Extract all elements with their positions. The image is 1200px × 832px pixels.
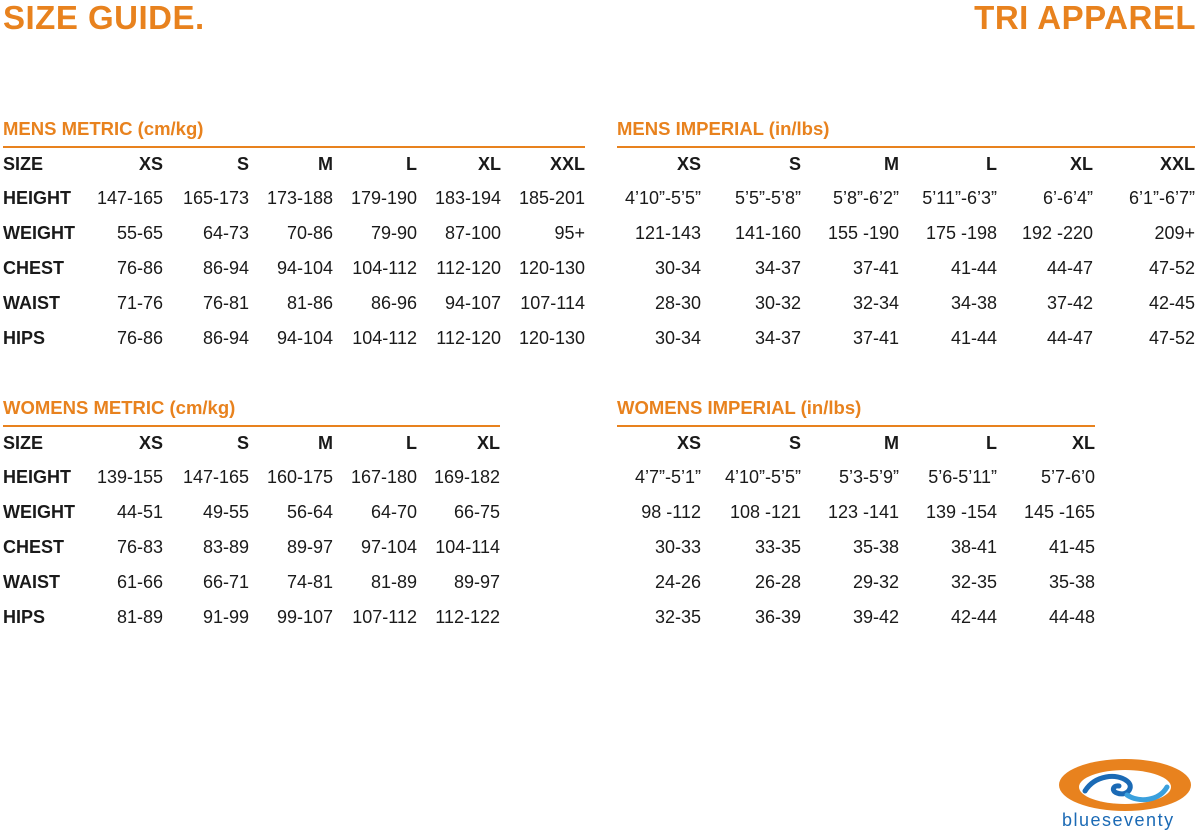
table-cell: 36-39 (754, 607, 801, 627)
table-cell: 83-89 (202, 537, 249, 557)
table-row (617, 530, 1095, 565)
table-cell: 120-130 (518, 328, 585, 348)
table-cell: 44-47 (1046, 328, 1093, 348)
table-cell: 64-70 (370, 502, 417, 522)
table-cell: 56-64 (286, 502, 333, 522)
table-cell: 108 -121 (729, 502, 801, 522)
table-row (617, 181, 1195, 216)
table-cell: 104-112 (352, 328, 417, 348)
header-cell: S (788, 154, 801, 174)
table-cell: 5’6-5’11” (928, 467, 997, 487)
table-cell: 5’3-5’9” (838, 467, 899, 487)
table-cell: 192 -220 (1021, 223, 1093, 243)
table-cell: 89-97 (286, 537, 333, 557)
header-cell: M (884, 154, 899, 174)
table-cell: 91-99 (202, 607, 249, 627)
table-cell: 167-180 (350, 467, 417, 487)
row-label: WAIST (3, 293, 60, 313)
header-cell: M (318, 433, 333, 453)
table-cell: 165-173 (182, 188, 249, 208)
table-cell: 6’-6’4” (1042, 188, 1093, 208)
row-label: CHEST (3, 258, 65, 278)
header-cell: XS (138, 154, 163, 174)
section-title: WOMENS METRIC (cm/kg) (3, 397, 236, 418)
header-cell: XS (676, 433, 701, 453)
table-row (617, 321, 1195, 356)
table-cell: 32-34 (852, 293, 899, 313)
table-cell: 66-71 (202, 572, 249, 592)
header-cell: L (406, 433, 417, 453)
table-cell: 98 -112 (641, 502, 701, 522)
table-cell: 44-51 (116, 502, 163, 522)
table-cell: 42-44 (950, 607, 997, 627)
table-cell: 5’8”-6’2” (832, 188, 899, 208)
header-cell: L (406, 154, 417, 174)
size-table (617, 427, 1095, 635)
table-cell: 28-30 (654, 293, 701, 313)
table-cell: 34-37 (754, 328, 801, 348)
row-label: WEIGHT (3, 223, 75, 243)
table-cell: 139-155 (96, 467, 163, 487)
table-row (617, 251, 1195, 286)
row-label: HEIGHT (3, 188, 72, 208)
table-cell: 47-52 (1148, 258, 1195, 278)
table-cell: 35-38 (1048, 572, 1095, 592)
table-row (617, 286, 1195, 321)
table-header-row (3, 427, 500, 460)
size-table (617, 148, 1195, 356)
table-row (617, 565, 1095, 600)
table-cell: 26-28 (754, 572, 801, 592)
header-cell: XS (676, 154, 701, 174)
table-cell: 30-34 (654, 328, 701, 348)
table-cell: 94-107 (444, 293, 501, 313)
header-cell: S (236, 154, 249, 174)
table-cell: 97-104 (360, 537, 417, 557)
table-cell: 61-66 (116, 572, 163, 592)
table-cell: 44-48 (1048, 607, 1095, 627)
table-cell: 5’7-6’0 (1040, 467, 1095, 487)
header-cell: L (986, 433, 997, 453)
table-cell: 39-42 (852, 607, 899, 627)
table-cell: 175 -198 (925, 223, 997, 243)
table-cell: 4’10”-5’5” (724, 467, 801, 487)
table-cell: 4’10”-5’5” (624, 188, 701, 208)
table-header-row (617, 148, 1195, 181)
table-row (3, 251, 585, 286)
table-cell: 183-194 (434, 188, 501, 208)
table-cell: 47-52 (1148, 328, 1195, 348)
row-label: HEIGHT (3, 467, 72, 487)
size-table (3, 427, 500, 635)
table-cell: 81-89 (116, 607, 163, 627)
table-cell: 89-97 (453, 572, 500, 592)
table-cell: 41-44 (950, 258, 997, 278)
table-cell: 87-100 (444, 223, 501, 243)
table-cell: 76-86 (116, 328, 163, 348)
table-row (3, 321, 585, 356)
header-cell: XS (138, 433, 163, 453)
table-cell: 179-190 (350, 188, 417, 208)
table-cell: 79-90 (370, 223, 417, 243)
table-row (617, 460, 1095, 495)
section-title: MENS IMPERIAL (in/lbs) (617, 118, 830, 139)
header-cell: M (884, 433, 899, 453)
table-cell: 86-94 (202, 328, 249, 348)
table-cell: 29-32 (852, 572, 899, 592)
womens-metric-section (3, 396, 500, 635)
table-cell: 74-81 (286, 572, 333, 592)
table-row (617, 495, 1095, 530)
table-row (3, 565, 500, 600)
table-cell: 76-83 (116, 537, 163, 557)
table-cell: 95+ (554, 223, 585, 243)
table-cell: 94-104 (276, 258, 333, 278)
header-cell: XXL (1159, 154, 1195, 174)
table-cell: 6’1”-6’7” (1128, 188, 1195, 208)
table-cell: 5’5”-5’8” (734, 188, 801, 208)
table-cell: 145 -165 (1023, 502, 1095, 522)
row-label: WAIST (3, 572, 60, 592)
table-cell: 121-143 (634, 223, 701, 243)
table-cell: 99-107 (276, 607, 333, 627)
table-cell: 33-35 (754, 537, 801, 557)
product-category-title: TRI APPAREL (974, 0, 1196, 36)
table-row (3, 460, 500, 495)
table-cell: 37-41 (852, 328, 899, 348)
section-title: WOMENS IMPERIAL (in/lbs) (617, 397, 862, 418)
table-cell: 37-41 (852, 258, 899, 278)
table-cell: 34-37 (754, 258, 801, 278)
table-cell: 64-73 (202, 223, 249, 243)
page-title: SIZE GUIDE. (3, 0, 205, 36)
header-cell: XL (477, 154, 501, 174)
header-cell: S (788, 433, 801, 453)
table-row (617, 600, 1095, 635)
header-cell: SIZE (3, 154, 44, 174)
row-label: CHEST (3, 537, 65, 557)
header-cell: XL (1071, 433, 1095, 453)
table-cell: 44-47 (1046, 258, 1093, 278)
header-cell: S (236, 433, 249, 453)
table-cell: 169-182 (433, 467, 500, 487)
table-cell: 185-201 (518, 188, 585, 208)
table-row (617, 216, 1195, 251)
womens-imperial-section (617, 396, 1095, 635)
table-cell: 41-44 (950, 328, 997, 348)
table-cell: 81-89 (370, 572, 417, 592)
table-cell: 76-86 (116, 258, 163, 278)
table-cell: 120-130 (518, 258, 585, 278)
table-cell: 112-120 (436, 328, 501, 348)
table-cell: 32-35 (654, 607, 701, 627)
table-cell: 66-75 (453, 502, 500, 522)
size-table (3, 148, 585, 356)
table-cell: 107-112 (352, 607, 417, 627)
table-cell: 4’7”-5’1” (634, 467, 701, 487)
table-cell: 24-26 (654, 572, 701, 592)
table-cell: 81-86 (286, 293, 333, 313)
table-cell: 5’11”-6’3” (922, 188, 997, 208)
table-cell: 147-165 (96, 188, 163, 208)
table-cell: 30-32 (754, 293, 801, 313)
table-cell: 173-188 (266, 188, 333, 208)
table-cell: 34-38 (950, 293, 997, 313)
table-cell: 35-38 (852, 537, 899, 557)
table-cell: 123 -141 (827, 502, 899, 522)
table-cell: 104-114 (435, 537, 500, 557)
table-row (3, 286, 585, 321)
header-cell: M (318, 154, 333, 174)
header-cell: XL (1069, 154, 1093, 174)
table-cell: 139 -154 (925, 502, 997, 522)
table-cell: 76-81 (202, 293, 249, 313)
table-cell: 209+ (1154, 223, 1195, 243)
table-cell: 41-45 (1048, 537, 1095, 557)
table-cell: 37-42 (1046, 293, 1093, 313)
table-cell: 112-120 (436, 258, 501, 278)
logo-wordmark: blueseventy (1062, 810, 1175, 830)
table-cell: 107-114 (520, 293, 585, 313)
table-cell: 32-35 (950, 572, 997, 592)
table-cell: 86-96 (370, 293, 417, 313)
table-cell: 49-55 (202, 502, 249, 522)
row-label: HIPS (3, 607, 46, 627)
table-row (3, 216, 585, 251)
table-cell: 86-94 (202, 258, 249, 278)
table-cell: 70-86 (286, 223, 333, 243)
table-cell: 42-45 (1148, 293, 1195, 313)
table-row (3, 530, 500, 565)
table-cell: 112-122 (435, 607, 500, 627)
table-row (3, 495, 500, 530)
header-cell: XXL (549, 154, 585, 174)
table-cell: 141-160 (734, 223, 801, 243)
section-title: MENS METRIC (cm/kg) (3, 118, 204, 139)
table-cell: 30-34 (654, 258, 701, 278)
table-cell: 104-112 (352, 258, 417, 278)
header-cell: SIZE (3, 433, 44, 453)
table-cell: 71-76 (116, 293, 163, 313)
table-cell: 147-165 (182, 467, 249, 487)
table-cell: 38-41 (950, 537, 997, 557)
table-cell: 30-33 (654, 537, 701, 557)
mens-metric-section (3, 117, 585, 356)
table-header-row (3, 148, 585, 181)
table-row (3, 181, 585, 216)
table-row (3, 600, 500, 635)
table-cell: 155 -190 (827, 223, 899, 243)
row-label: HIPS (3, 328, 46, 348)
header-cell: L (986, 154, 997, 174)
table-cell: 55-65 (116, 223, 163, 243)
table-header-row (617, 427, 1095, 460)
row-label: WEIGHT (3, 502, 75, 522)
mens-imperial-section (617, 117, 1195, 356)
table-cell: 94-104 (276, 328, 333, 348)
header-cell: XL (476, 433, 500, 453)
table-cell: 160-175 (266, 467, 333, 487)
